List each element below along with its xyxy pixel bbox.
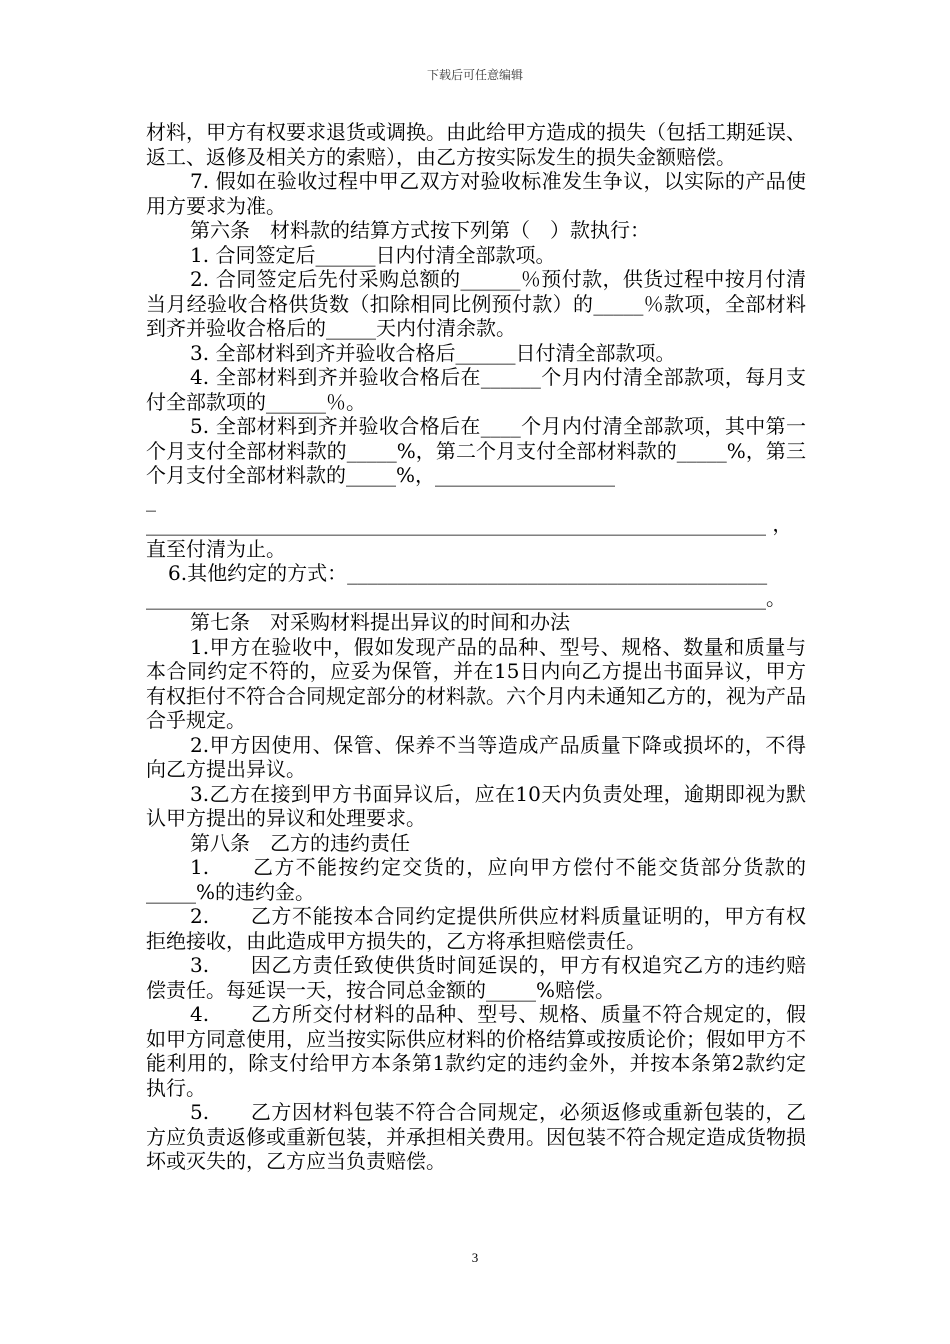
article-8-heading: 第八条 乙方的违约责任 (190, 830, 410, 855)
paragraph: 5. 乙方因材料包装不符合合同规定，必须返修或重新包装的，乙方应负责返修或重新包装，并承担相关费用。因包装不符合规定造成货物损坏或灭失的，乙方应当负责赔偿。 (146, 1100, 806, 1173)
paragraph: 2. 乙方不能按本合同约定提供所供应材料质量证明的，甲方有权拒绝接收，由此造成甲方损失的，乙方将承担赔偿责任。 (146, 904, 806, 953)
paragraph: 1. 合同签定后______日内付清全部款项。 (190, 242, 556, 267)
paragraph: 2.甲方因使用、保管、保养不当等造成产品质量下降或损坏的，不得向乙方提出异议。 (146, 732, 806, 781)
paragraph: 3. 因乙方责任致使供货时间延误的，甲方有权追究乙方的违约赔偿责任。每延误一天，按合同总金额的_____%赔偿。 (146, 953, 806, 1002)
paragraph: 6.其他约定的方式：__________________________________________ (168, 561, 768, 585)
paragraph: 5. 全部材料到齐并验收合格后在____个月内付清全部款项，其中第一个月支付全部材料款的_____%，第二个月支付全部材料款的_____%，第三个月支付全部材料款的_____%，__________________ (146, 414, 806, 487)
paragraph: 3. 全部材料到齐并验收合格后______日付清全部款项。 (190, 340, 676, 365)
paragraph: 1.甲方在验收中，假如发现产品的品种、型号、规格、数量和质量与本合同约定不符的，应妥为保管，并在15日内向乙方提出书面异议，甲方有权拒付不符合合同规定部分的材料款。六个月内未通知乙方的，视为产品合乎规定。 (146, 634, 806, 732)
document-body (146, 120, 806, 1174)
page-number: 3 (471, 1250, 479, 1265)
paragraph: 1. 乙方不能按约定交货的，应向甲方偿付不能交货部分货款的_____%的违约金。 (146, 855, 806, 904)
paragraph: 直至付清为止。 (146, 536, 286, 561)
blank-line: ______________________________________________________________ ， (146, 512, 793, 536)
paragraph: 2. 合同签定后先付采购总额的______％预付款，供货过程中按月付清当月经验收合格供货数（扣除相同比例预付款）的_____％款项，全部材料到齐并验收合格后的_____天内付清余款。 (146, 267, 806, 340)
article-7-heading: 第七条 对采购材料提出异议的时间和办法 (190, 610, 570, 634)
article-6-heading: 第六条 材料款的结算方式按下列第（ ）款执行： (190, 218, 650, 242)
blank-line: ______________________________________________________________。 (146, 585, 786, 610)
paragraph: 7. 假如在验收过程中甲乙双方对验收标准发生争议，以实际的产品使用方要求为准。 (146, 169, 806, 218)
paragraph: 4. 乙方所交付材料的品种、型号、规格、质量不符合规定的，假如甲方同意使用，应当按实际供应材料的价格结算或按质论价；假如甲方不能利用的，除支付给甲方本条第1款约定的违约金外，并按本条第2款约定执行。 (146, 1002, 806, 1100)
blank-line: _ (146, 487, 156, 512)
paragraph: 4. 全部材料到齐并验收合格后在______个月内付清全部款项，每月支付全部款项的______％。 (146, 365, 806, 414)
page-header: 下载后可任意编辑 (426, 68, 523, 82)
paragraph: 3.乙方在接到甲方书面异议后，应在10天内负责处理，逾期即视为默认甲方提出的异议和处理要求。 (146, 781, 806, 830)
paragraph: 材料，甲方有权要求退货或调换。由此给甲方造成的损失（包括工期延误、返工、返修及相关方的索赔），由乙方按实际发生的损失金额赔偿。 (146, 120, 806, 169)
